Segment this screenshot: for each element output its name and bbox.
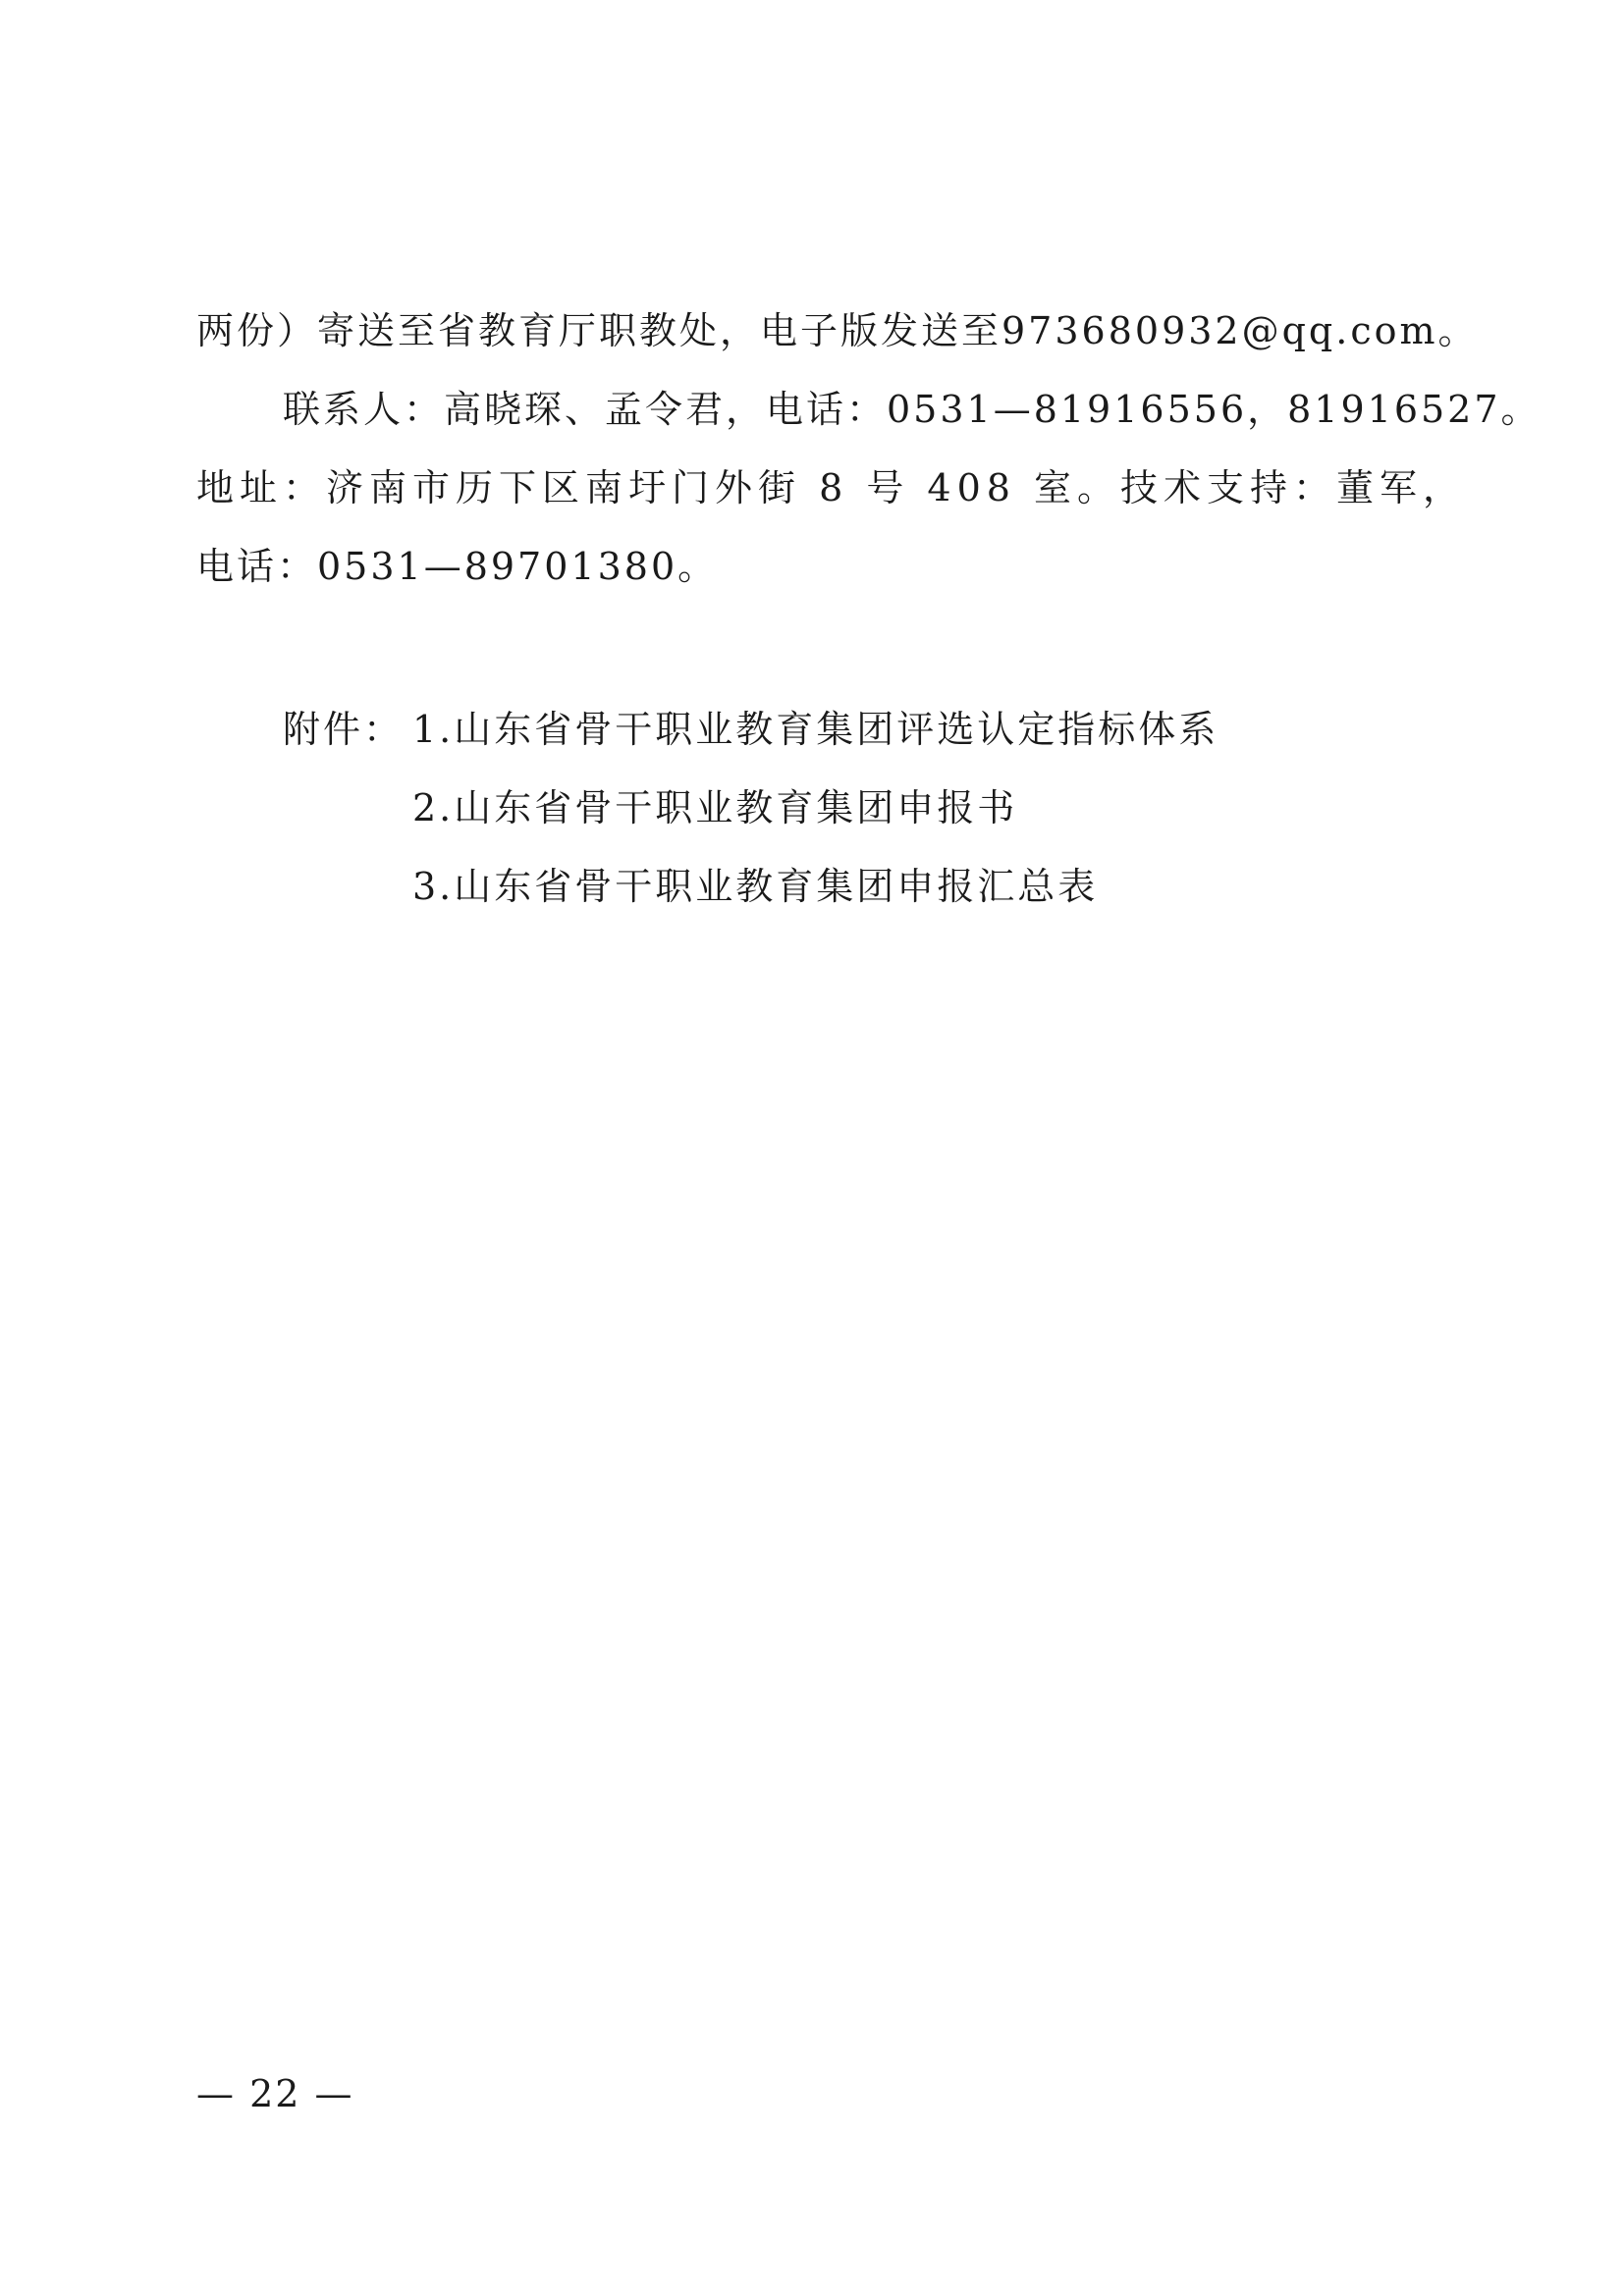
contact-line: 联系人：高晓琛、孟令君，电话：0531—81916556，81916527。 (283, 388, 1542, 431)
attachment-item-3: 3.山东省骨干职业教育集团申报汇总表 (412, 865, 1099, 908)
body-line-1: 两份）寄送至省教育厅职教处，电子版发送至973680932@qq.com。 (196, 309, 1479, 352)
page-number: — 22 — (196, 2072, 354, 2115)
attachments-label: 附件： (283, 708, 405, 751)
address-line: 地址：济南市历下区南圩门外街 8 号 408 室。技术支持：董军， (196, 466, 1467, 509)
attachment-item-2: 2.山东省骨干职业教育集团申报书 (412, 786, 1018, 829)
attachment-item-1: 1.山东省骨干职业教育集团评选认定指标体系 (412, 708, 1219, 751)
tech-support-phone-line: 电话：0531—89701380。 (196, 545, 719, 588)
